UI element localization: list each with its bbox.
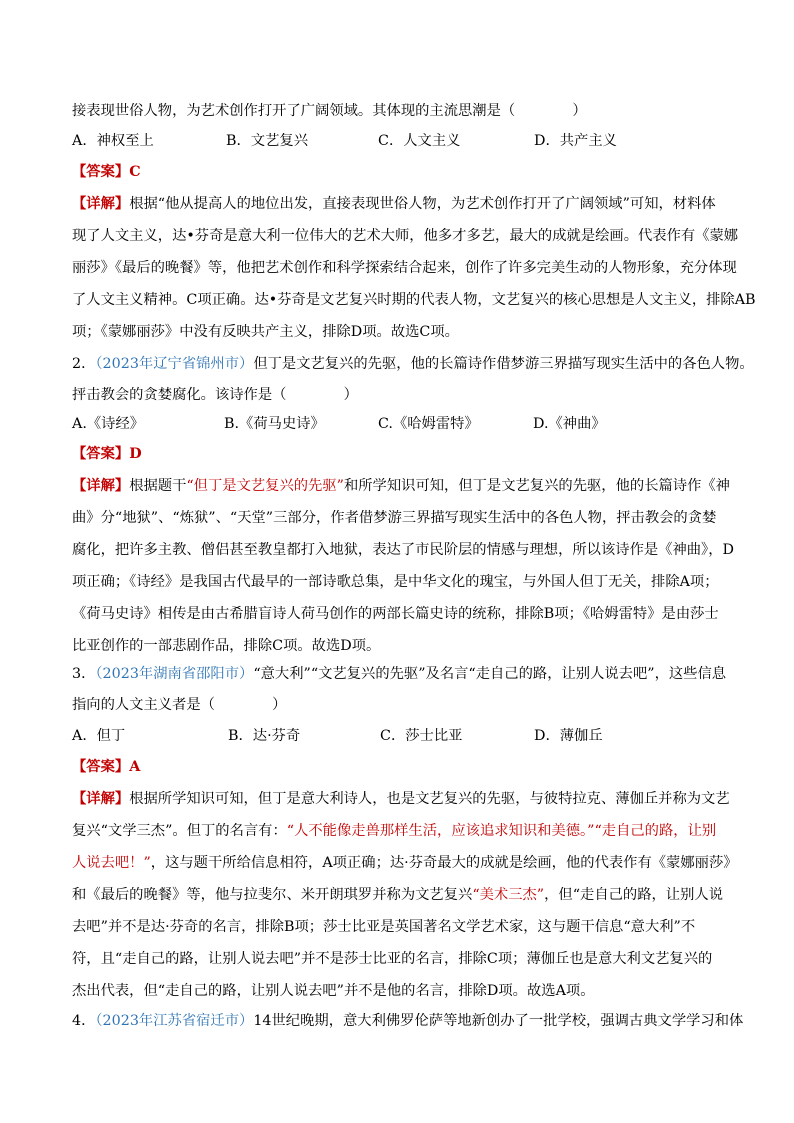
- detail-tag: 【详解】: [72, 791, 130, 807]
- q3-detail-quote: “人不能像走兽那样生活，应该追求知识和美德。”“走自己的路，让别: [286, 823, 717, 839]
- q3-detail-text: ，这与题干所给信息相符，A项正确；达·芬奇最大的成就是绘画，他的代表作有《蒙娜丽莎》: [150, 855, 738, 871]
- q2-answer-line: [72, 444, 732, 464]
- q3-stem-line: [72, 664, 732, 684]
- q3-detail-line: [72, 853, 738, 873]
- q3-detail-text: 根据所学知识可知，但丁是意大利诗人，也是文艺复兴的先驱，与彼特拉克、薄伽丘并称为文艺: [129, 791, 730, 807]
- q3-detail-line: [72, 885, 732, 905]
- q2-detail-line: 腐化，把许多主教、僧侣甚至教皇都打入地狱，表达了市民阶层的情感与理想，所以该诗作是《神曲》，D: [72, 542, 734, 558]
- q3-answer-line: [72, 757, 732, 777]
- q3-answer: A: [129, 759, 141, 775]
- q2-detail-text: 根据题干: [129, 478, 187, 494]
- detail-tag: 【详解】: [72, 478, 130, 494]
- q1-answer-line: [72, 162, 732, 182]
- q2-option-b: B.《荷马史诗》: [224, 416, 325, 432]
- q2-option-d: D.《神曲》: [533, 416, 606, 432]
- q2-option-c: C.《哈姆雷特》: [378, 416, 479, 432]
- q3-option-b: B．达·芬奇: [228, 728, 301, 744]
- q2-answer: D: [129, 446, 142, 462]
- q4-number: 4．: [72, 1013, 96, 1029]
- q3-detail-text: 复兴“文学三杰”。但丁的名言有：: [72, 823, 287, 839]
- q3-option-c: C．莎士比亚: [380, 728, 463, 744]
- q4-stem-line: [72, 1011, 744, 1031]
- q4-source: （2023年江苏省宿迁市）: [95, 1013, 254, 1029]
- q1-option-b: B．文艺复兴: [226, 133, 308, 149]
- q1-option-a: A．神权至上: [72, 133, 154, 149]
- q3-detail-text: 和《最后的晚餐》等，他与拉斐尔、米开朗琪罗并称为文艺复兴: [72, 887, 473, 903]
- q3-detail-quote: 人说去吧！”: [72, 855, 151, 871]
- q1-detail-line: 丽莎》《最后的晚餐》等，他把艺术创作和科学探索结合起来，创作了许多完美生动的人物形象，充分体现: [72, 260, 737, 276]
- answer-tag: 【答案】: [72, 446, 130, 462]
- q3-detail-line: 符，且“走自己的路，让别人说去吧”并不是莎士比亚的名言，排除C项；薄伽丘也是意大利文艺复兴的: [72, 951, 713, 967]
- q3-detail-text: ，但“走自己的路，让别人说: [544, 887, 723, 903]
- q1-detail-line: 现了人文主义，达•芬奇是意大利一位伟大的艺术大师，他多才多艺，最大的成就是绘画。代表作有《蒙娜: [72, 228, 739, 244]
- q2-detail-text: 和所学知识可知，但丁是文艺复兴的先驱，他的长篇诗作《神: [343, 478, 730, 494]
- q3-stem-text: “意大利”“文艺复兴的先驱”及名言“走自己的路，让别人说去吧”，这些信息: [253, 666, 727, 682]
- q2-detail-line: 项正确；《诗经》是我国古代最早的一部诗歌总集，是中华文化的瑰宝，与外国人但丁无关，排除A项；: [72, 574, 719, 590]
- q2-detail-line: 比亚创作的一部悲剧作品，排除C项。故选D项。: [72, 638, 381, 654]
- answer-tag: 【答案】: [72, 164, 130, 180]
- q3-detail-line: [72, 821, 732, 841]
- q1-stem-tail: 接表现世俗人物，为艺术创作打开了广阔领域。其体现的主流思潮是（ ）: [72, 103, 587, 119]
- q2-stem-line: [72, 354, 754, 374]
- q2-detail-line: 《荷马史诗》相传是由古希腊盲诗人荷马创作的两部长篇史诗的统称，排除B项；《哈姆雷特》是由莎士: [72, 606, 719, 622]
- q2-detail-line: [72, 476, 732, 496]
- detail-tag: 【详解】: [72, 196, 130, 212]
- q1-detail-line: [72, 194, 732, 214]
- q3-option-a: A．但丁: [72, 728, 126, 744]
- q3-detail-quote: “美术三杰”: [472, 887, 545, 903]
- q2-number: 2．: [72, 356, 96, 372]
- q3-detail-line: 去吧”并不是达·芬奇的名言，排除B项；莎士比亚是英国著名文学艺术家，这与题干信息“意大利”不: [72, 919, 696, 935]
- q2-stem-line: 抨击教会的贪婪腐化。该诗作是（ ）: [72, 387, 358, 403]
- q2-source: （2023年辽宁省锦州市）: [95, 356, 254, 372]
- q2-stem-text: 但丁是文艺复兴的先驱，他的长篇诗作借梦游三界描写现实生活中的各色人物。: [253, 356, 754, 372]
- q1-detail-line: 了人文主义精神。C项正确。达•芬奇是文艺复兴时期的代表人物，文艺复兴的核心思想是人文主义，排除AB: [72, 292, 756, 308]
- q3-number: 3．: [72, 666, 96, 682]
- q3-option-d: D．薄伽丘: [534, 728, 603, 744]
- q3-stem-line: 指向的人文主义者是（ ）: [72, 697, 287, 713]
- q3-source: （2023年湖南省邵阳市）: [95, 666, 254, 682]
- q4-stem-text: 14世纪晚期，意大利佛罗伦萨等地新创办了一批学校，强调古典文学学习和体: [253, 1013, 744, 1029]
- q1-detail-text: 根据“他从提高人的地位出发，直接表现世俗人物，为艺术创作打开了广阔领域”可知，材料体: [129, 196, 716, 212]
- q2-detail-quote: “但丁是文艺复兴的先驱”: [186, 478, 344, 494]
- q1-detail-line: 项；《蒙娜丽莎》中没有反映共产主义，排除D项。故选C项。: [72, 324, 459, 340]
- q2-detail-line: 曲》分“地狱”、“炼狱”、“天堂”三部分，作者借梦游三界描写现实生活中的各色人物，抨击教会的贪婪: [72, 510, 717, 526]
- q1-option-d: D．共产主义: [534, 133, 617, 149]
- q1-answer: C: [129, 164, 141, 180]
- q1-option-c: C．人文主义: [378, 133, 461, 149]
- q3-detail-line: [72, 789, 732, 809]
- q2-option-a: A.《诗经》: [72, 416, 145, 432]
- q3-detail-line: 杰出代表，但“走自己的路，让别人说去吧”并不是他的名言，排除D项。故选A项。: [72, 983, 595, 999]
- answer-tag: 【答案】: [72, 759, 130, 775]
